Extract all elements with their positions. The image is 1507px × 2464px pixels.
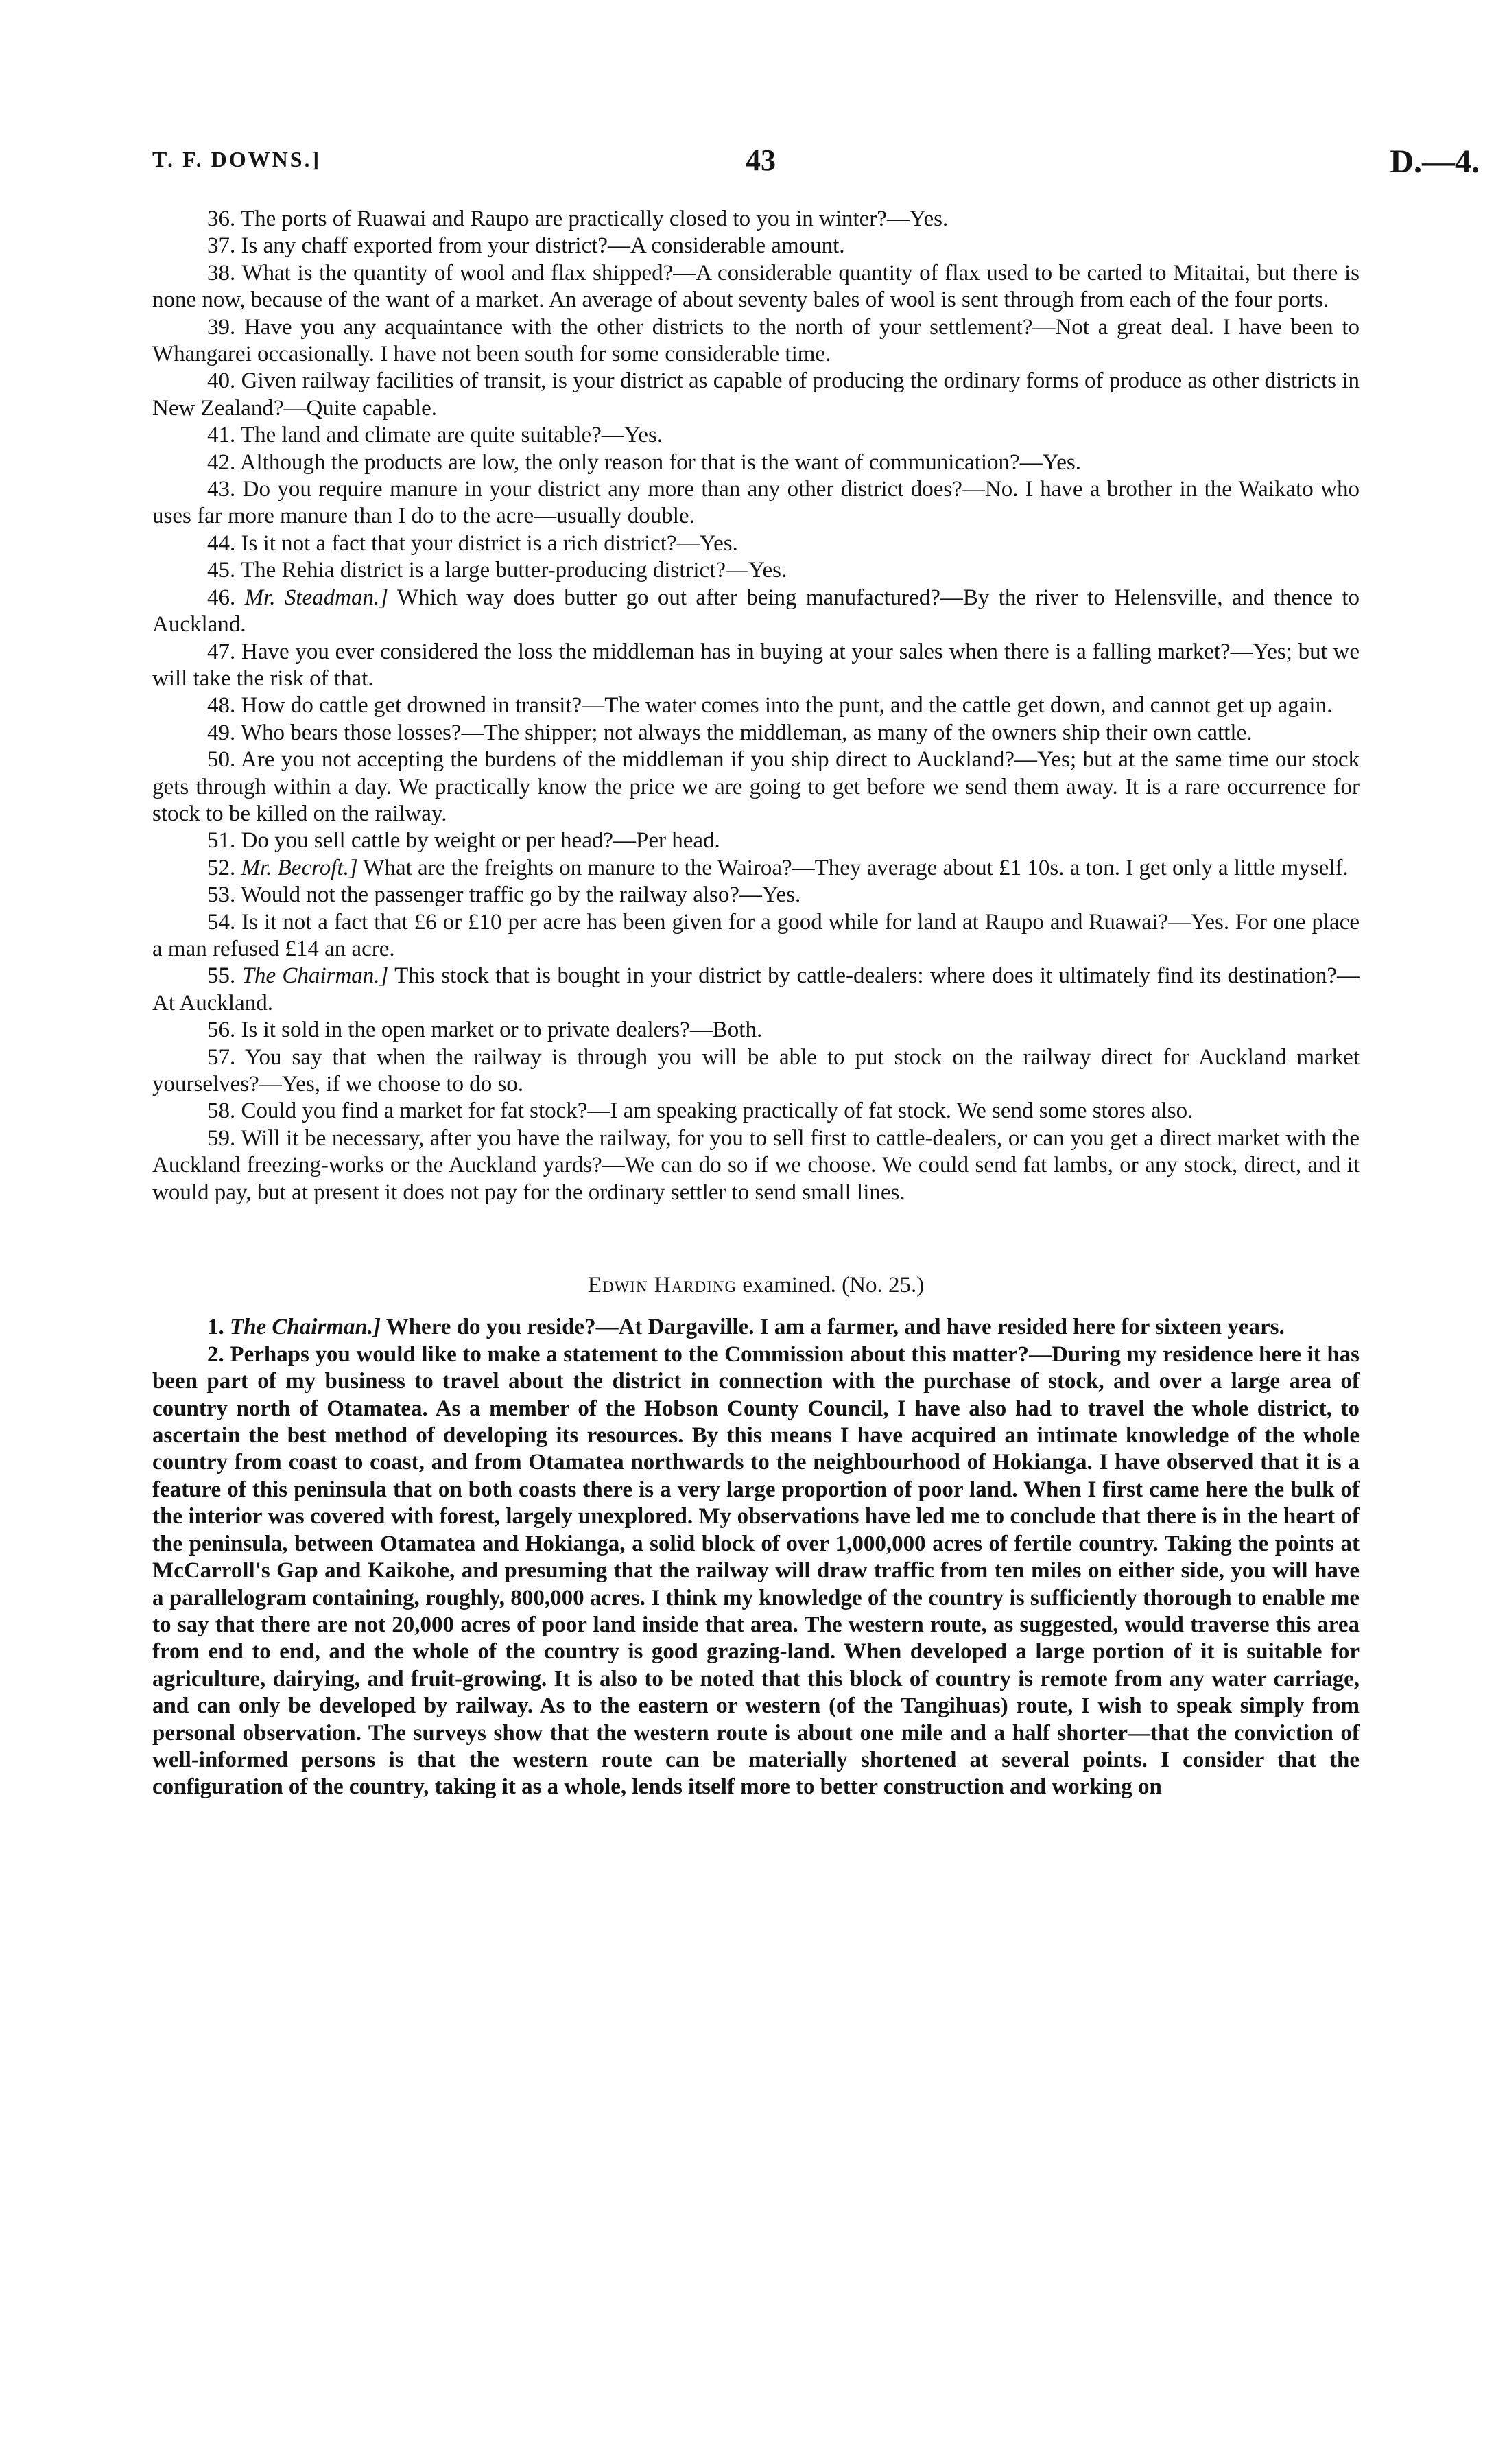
question-number: 36.: [207, 207, 236, 231]
question-number: 50.: [207, 747, 236, 773]
question-number: 2.: [207, 1341, 224, 1367]
question-number: 46.: [207, 585, 236, 610]
question-paragraph: [152, 206, 1360, 233]
question-number: 44.: [207, 530, 236, 556]
page-number: 43: [746, 143, 776, 177]
question-number: 47.: [207, 639, 236, 664]
header-witness: T. F. DOWNS.]: [152, 147, 322, 172]
question-number: 51.: [207, 828, 236, 854]
question-paragraph: [152, 639, 1360, 693]
speaker-name: The Chairman.]: [241, 963, 389, 989]
question-answer-text: Given railway facilities of transit, is your district as capable of producing the ordinary forms of produce as other districts in New Zealand?—Quite capable.: [152, 368, 1360, 421]
speaker-name: Mr. Steadman.]: [244, 585, 389, 610]
question-paragraph: [152, 1341, 1360, 1801]
question-paragraph: [152, 1017, 1360, 1044]
page-header: [152, 143, 1480, 184]
question-answer-text: You say that when the railway is through you will be able to put stock on the railway direct for Auckland market yourselves?—Yes, if we choose to do so.: [152, 1044, 1360, 1096]
question-answer-text: What are the freights on manure to the Wairoa?—They average about £1 10s. a ton. I get only a little myself.: [363, 855, 1349, 880]
question-answer-text: Is it sold in the open market or to private dealers?—Both.: [241, 1018, 763, 1043]
witness-heading: [152, 1272, 1360, 1299]
question-answer-text: Will it be necessary, after you have the railway, for you to sell first to cattle-dealers, or can you get a direct market with the Auckland freezing-works or the Auckland yards?—We can do so if we choose. We could send fat lambs, or any stock, direct, and it would pay, but at present it does not pay for the ordinary settler to send small lines.: [152, 1125, 1360, 1205]
question-answer-text: Would not the passenger traffic go by the railway also?—Yes.: [240, 882, 801, 908]
witness-name: Edwin Harding: [587, 1273, 737, 1298]
question-paragraph: [152, 233, 1360, 259]
question-paragraph: [152, 963, 1360, 1017]
question-number: 1.: [207, 1315, 224, 1340]
question-number: 38.: [207, 260, 236, 285]
question-number: 49.: [207, 720, 236, 745]
question-number: 39.: [207, 314, 236, 340]
question-number: 37.: [207, 233, 236, 259]
question-answer-text: Are you not accepting the burdens of the middleman if you ship direct to Auckland?—Yes; but at the same time our stock gets through within a day. We practically know the price we are going to get before we send them away. It is a rare occurrence for stock to be killed on the railway.: [152, 747, 1360, 826]
question-paragraph: [152, 909, 1360, 963]
question-paragraph: [152, 828, 1360, 854]
question-answer-text: Perhaps you would like to make a statement to the Commission about this matter?—During my residence here it has been part of my business to travel about the district in connection with the purchase of stock, and over a large area of country north of Otamatea. As a member of the Hobson County Council, I have also had to travel the whole district, to ascertain the best method of developing its resources. By this means I have acquired an intimate knowledge of the whole country from coast to coast, and from Otamatea northwards to the neighbourhood of Hokianga. I have observed that it is a feature of this peninsula that on both coasts there is a very large proportion of poor land. When I first came here the bulk of the interior was covered with forest, largely unexplored. My observations have led me to conclude that there is in the heart of the peninsula, between Otamatea and Hokianga, a solid block of over 1,000,000 acres of fertile country. Taking the points at McCarroll's Gap and Kaikohe, and presuming that the railway will draw traffic from ten miles on either side, you will have a parallelogram containing, roughly, 800,000 acres. I think my knowledge of the country is sufficiently thorough to enable me to say that there are not 20,000 acres of poor land inside that area. The western route, as suggested, would traverse this area from end to end, and the whole of the country is good grazing-land. When developed a large portion of it is suitable for agriculture, dairying, and fruit-growing. It is also to be noted that this block of country is remote from any water carriage, and can only be developed by railway. As to the eastern or western (of the Tangihuas) route, I wish to speak simply from personal observation. The surveys show that the western route is about one mile and a half shorter—that the conviction of well-informed persons is that the western route can be materially shortened at several points. I consider that the configuration of the country, taking it as a whole, lends itself more to better construction and working on: [152, 1341, 1360, 1800]
question-answer-text: Do you require manure in your district any more than any other district does?—No. I have a brother in the Waikato who uses far more manure than I do to the acre—usually double.: [152, 477, 1360, 529]
question-paragraph: [152, 314, 1360, 368]
question-number: 59.: [207, 1125, 236, 1151]
question-number: 42.: [207, 449, 236, 475]
question-paragraph: [152, 720, 1360, 747]
testimony-harding: [152, 1314, 1360, 1800]
question-paragraph: [152, 855, 1360, 882]
question-paragraph: [152, 260, 1360, 314]
question-answer-text: Where do you reside?—At Dargaville. I am a farmer, and have resided here for sixteen years.: [385, 1315, 1285, 1340]
speaker-name: Mr. Becroft.]: [241, 855, 358, 880]
question-number: 52.: [207, 855, 236, 880]
question-number: 45.: [207, 558, 236, 583]
question-paragraph: [152, 1314, 1360, 1341]
question-answer-text: This stock that is bought in your district by cattle-dealers: where does it ultimately find its destination?—At Auckland.: [152, 963, 1360, 1016]
question-number: 56.: [207, 1018, 236, 1043]
question-number: 53.: [207, 882, 236, 908]
question-number: 54.: [207, 909, 236, 935]
question-number: 43.: [207, 477, 236, 502]
question-paragraph: [152, 476, 1360, 530]
question-answer-text: The Rehia district is a large butter-producing district?—Yes.: [240, 558, 787, 583]
question-answer-text: Do you sell cattle by weight or per head?—Per head.: [241, 828, 720, 854]
question-paragraph: [152, 1125, 1360, 1206]
question-answer-text: Is any chaff exported from your district?—A considerable amount.: [241, 233, 845, 259]
question-paragraph: [152, 882, 1360, 908]
question-paragraph: [152, 368, 1360, 422]
question-answer-text: How do cattle get drowned in transit?—The water comes into the punt, and the cattle get down, and cannot get up again.: [241, 693, 1333, 718]
question-paragraph: [152, 747, 1360, 828]
question-answer-text: Although the products are low, the only reason for that is the want of communication?—Yes.: [239, 449, 1081, 475]
question-paragraph: [152, 692, 1360, 719]
question-paragraph: [152, 530, 1360, 557]
question-answer-text: Who bears those losses?—The shipper; not always the middleman, as many of the owners ship their own cattle.: [240, 720, 1253, 745]
question-answer-text: The land and climate are quite suitable?—Yes.: [240, 423, 663, 448]
question-paragraph: [152, 422, 1360, 449]
testimony-downs: [152, 206, 1360, 1206]
document-body: [152, 206, 1360, 1801]
question-answer-text: What is the quantity of wool and flax shipped?—A considerable quantity of flax used to be carted to Mitaitai, but there is none now, because of the want of a market. An average of about seventy bales of wool is sent through from each of the four ports.: [152, 260, 1360, 313]
question-number: 48.: [207, 693, 236, 718]
question-answer-text: Is it not a fact that your district is a rich district?—Yes.: [241, 530, 738, 556]
question-number: 41.: [207, 423, 236, 448]
question-answer-text: Which way does butter go out after being manufactured?—By the river to Helensville, and thence to Auckland.: [152, 585, 1360, 637]
question-number: 58.: [207, 1099, 236, 1124]
question-number: 40.: [207, 368, 236, 394]
question-answer-text: Could you find a market for fat stock?—I am speaking practically of fat stock. We send some stores also.: [241, 1099, 1194, 1124]
document-reference: D.—4.: [1390, 143, 1480, 180]
question-paragraph: [152, 585, 1360, 639]
question-paragraph: [152, 557, 1360, 584]
question-paragraph: [152, 1098, 1360, 1125]
question-number: 57.: [207, 1044, 236, 1070]
question-number: 55.: [207, 963, 236, 989]
question-paragraph: [152, 1044, 1360, 1099]
question-answer-text: Have you ever considered the loss the middleman has in buying at your sales when there is a falling market?—Yes; but we will take the risk of that.: [152, 639, 1360, 691]
speaker-name: The Chairman.]: [230, 1315, 381, 1340]
witness-heading-rest: examined. (No. 25.): [737, 1273, 925, 1298]
question-answer-text: Have you any acquaintance with the other districts to the north of your settlement?—Not a great deal. I have been to Whangarei occasionally. I have not been south for some considerable time.: [152, 314, 1360, 367]
question-answer-text: Is it not a fact that £6 or £10 per acre has been given for a good while for land at Raupo and Ruawai?—Yes. For one place a man refused £14 an acre.: [152, 909, 1360, 961]
question-answer-text: The ports of Ruawai and Raupo are practically closed to you in winter?—Yes.: [240, 207, 949, 231]
question-paragraph: [152, 449, 1360, 476]
